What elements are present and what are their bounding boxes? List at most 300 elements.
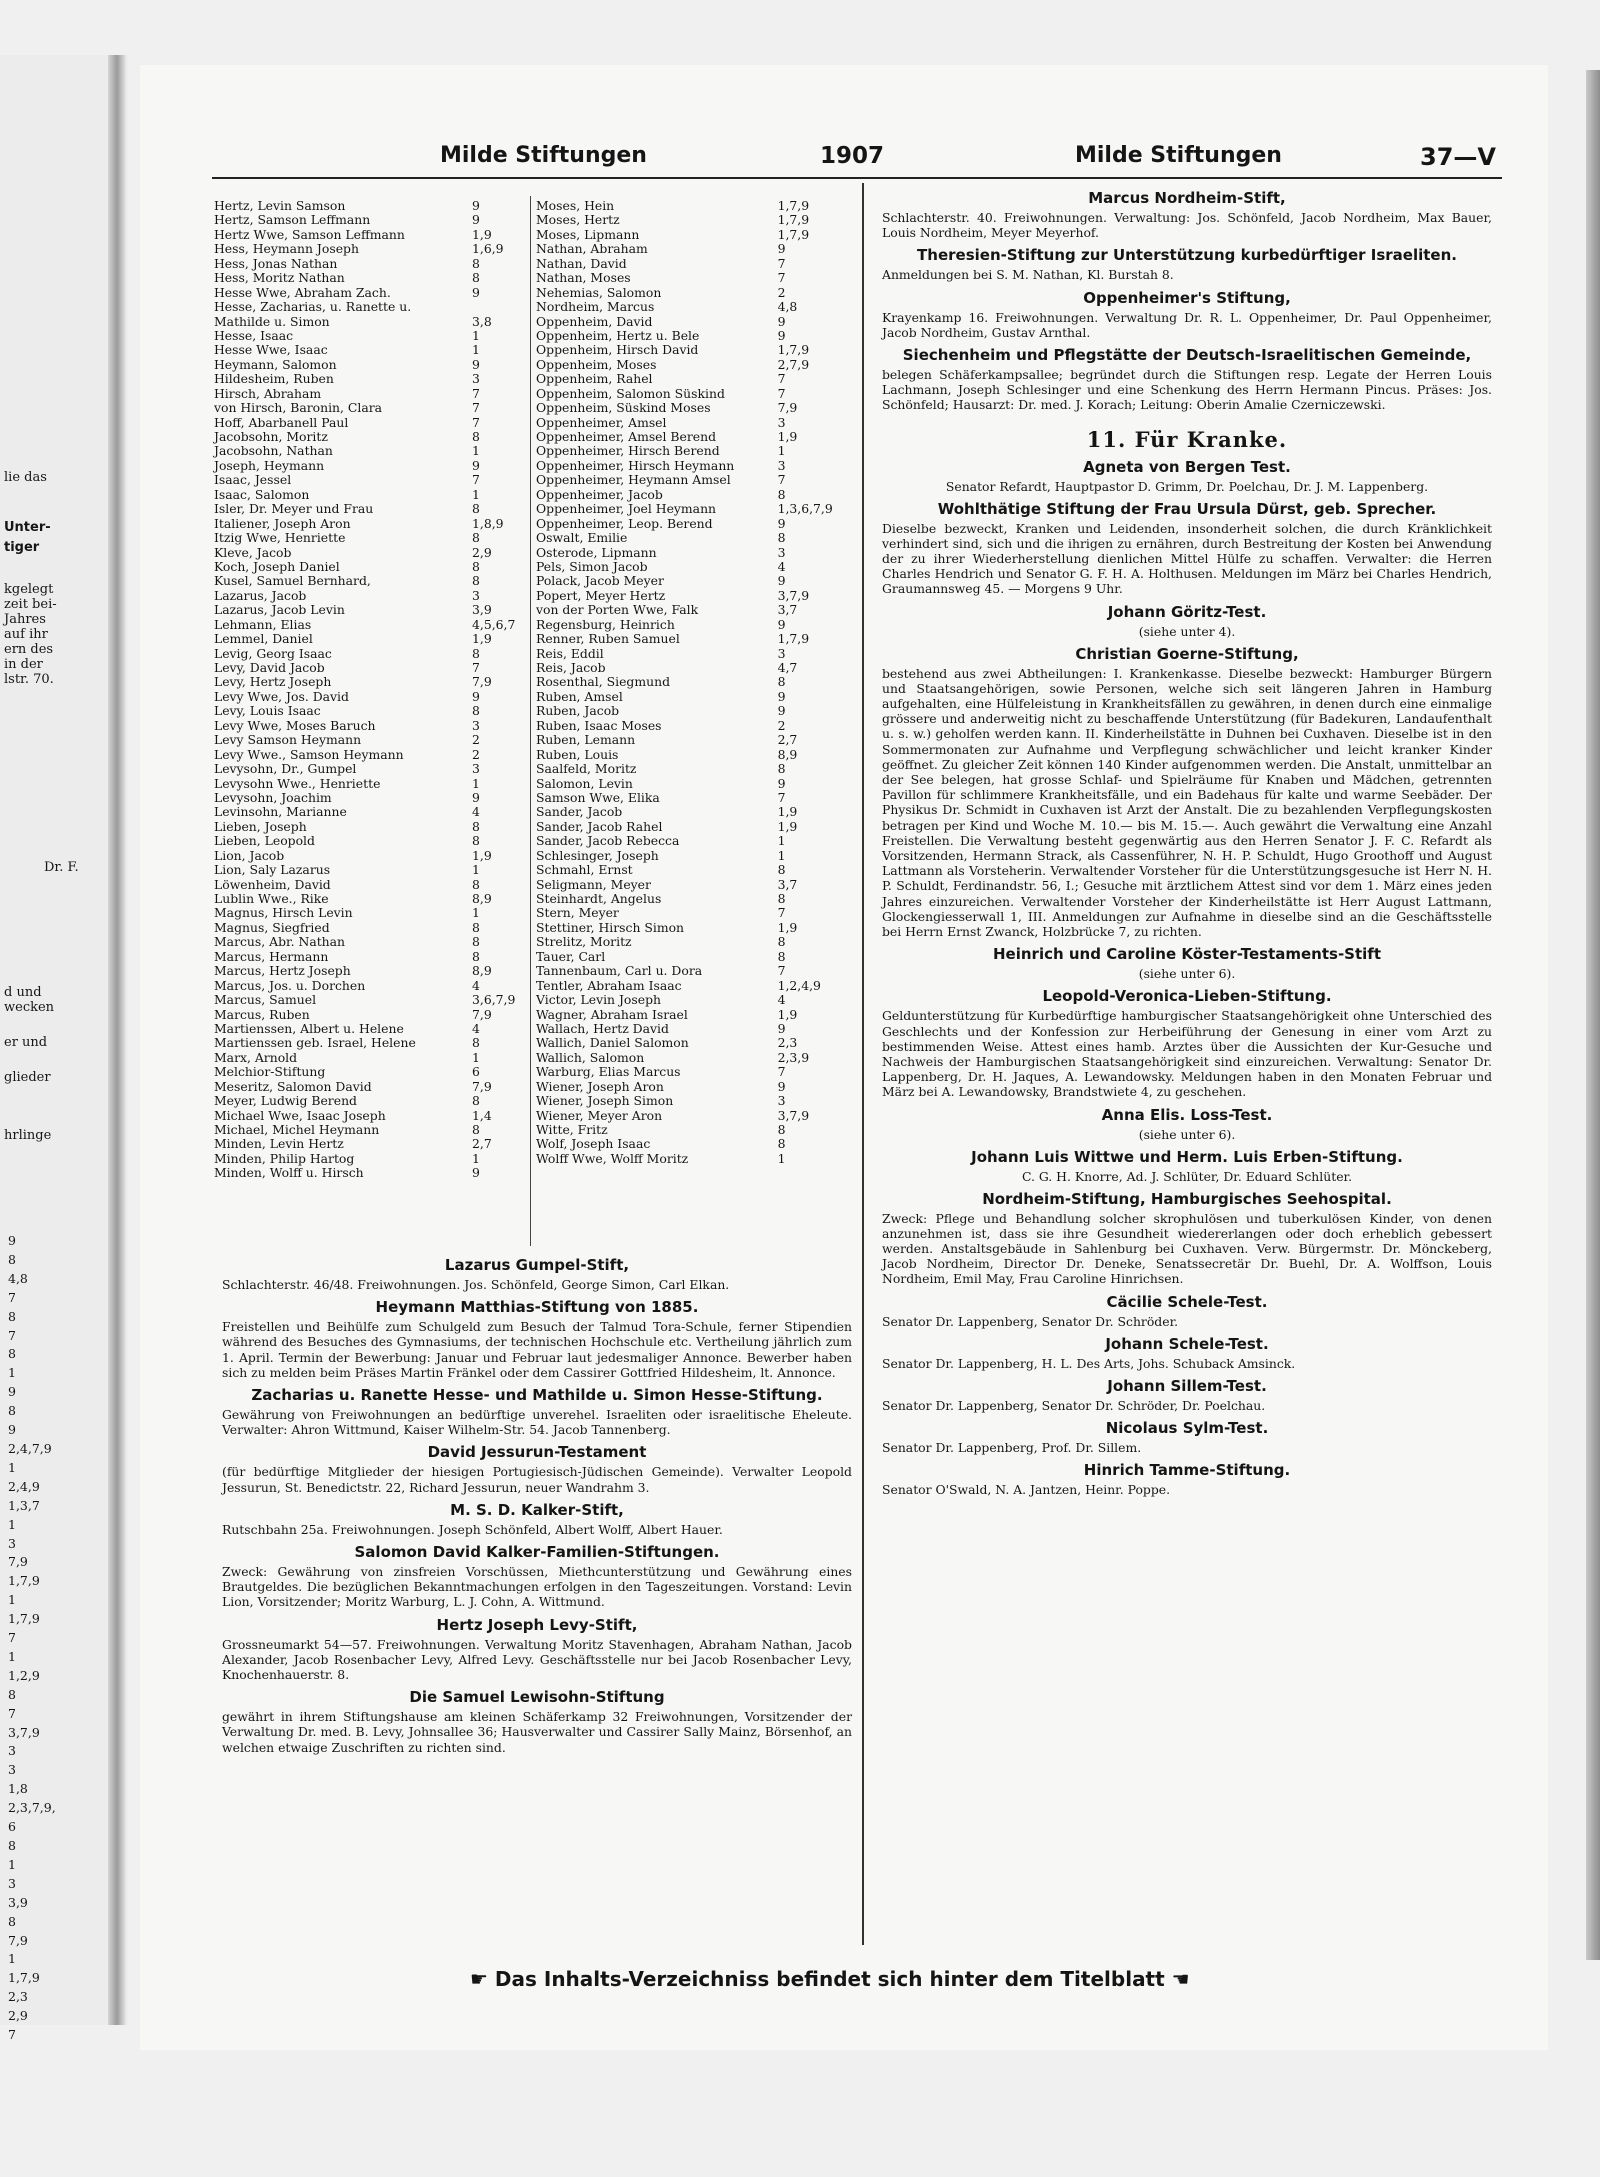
category-numbers: 1,4	[472, 1107, 492, 1123]
foundation-entry	[882, 645, 1492, 940]
foundation-entry	[882, 500, 1492, 597]
person-name: Isaac, Jessel	[214, 472, 292, 488]
list-row	[214, 647, 530, 661]
right-column	[862, 183, 1492, 1498]
list-row	[536, 777, 836, 791]
left-page-number: 7	[8, 2027, 16, 2043]
left-page-number: 8	[8, 1913, 16, 1929]
list-row	[536, 488, 836, 502]
foundation-text: bestehend aus zwei Abtheilungen: I. Krankenkasse. Dieselbe bezweckt: Hamburger Bürgern und Staatsangehörigen, sowie Personen, welche sich seit längeren Jahren in Hamburg aufgehalten, eine Hülfeleistung in Krankheitsfällen zu gewähren, in denen durch eine einmalige grössere und anderweitig nicht zu beschaffende Unterstützung (für Badekuren, Landaufenthalt u. s. w.) geholfen werden kann. II. Kinderheilstätte in Duhnen bei Cuxhaven. Dieselbe ist in den Sommermonaten zur Aufnahme und Verpflegung schwächlicher und leicht kranker Kinder geöffnet. Zu gleicher Zeit können 140 Kinder aufgenommen werden. Die Anstalt, unmittelbar an der See belegen, hat grosse Schlaf- und Spielräume für Knaben und Mädchen, getrennten Pavillon für schlimmere Krankheitsfälle, und ein Badehaus für kalte und warme Seebäder. Der Physikus Dr. Schmidt in Cuxhaven ist Arzt der Anstalt. Die zu bezahlenden Verpflegungskosten betragen per Kind und Woche M. 10.— bis M. 15.—. Auch gewährt die Verwaltung eine Anzahl Freistellen. Die Verwaltung besteht gegenwärtig aus den Herren Senator J. F. C. Refardt als Vorsitzenden, Hermann Strack, als Cassenführer, N. H. P. Schuldt, Hugo Groothoff und August Lattmann als Vorsteherin. Verwaltender Vorsteher für die Unterstützungsgesuche ist Herr N. H. P. Schuldt, Ferdinandstr. 56, I.; Gesuche mit ärztlichem Attest sind vor dem 1. März eines jeden Jahres einzureichen. Verwaltender Vorsteher der Kinderheilstätte ist Herr August Lattmann, Glockengiesserwall 1, III. Anmeldungen zur Aufnahme in dieselbe sind an die Geschäftsstelle bei Herrn Ernst Zwanck, Holzbrücke 7, zu richten.	[882, 665, 1492, 940]
person-name: Martienssen geb. Israel, Helene	[214, 1035, 416, 1051]
category-numbers: 1	[472, 1049, 480, 1065]
list-row	[214, 1152, 530, 1166]
category-numbers: 9	[472, 356, 480, 372]
person-name: Hoff, Abarbanell Paul	[214, 414, 349, 430]
person-name: Marcus, Ruben	[214, 1006, 310, 1022]
foundation-text: Rutschbahn 25a. Freiwohnungen. Joseph Schönfeld, Albert Wolff, Albert Hauer.	[222, 1521, 723, 1537]
list-row	[536, 1152, 836, 1166]
list-row	[214, 343, 530, 357]
foundation-entry	[222, 1501, 852, 1537]
category-numbers: 8	[777, 1122, 786, 1137]
foundation-title: Johann Sillem-Test.	[1107, 1376, 1267, 1395]
person-name: Polack, Jacob Meyer	[536, 573, 664, 589]
list-row	[214, 1137, 530, 1151]
person-name: Wiener, Joseph Aron	[536, 1078, 664, 1094]
person-name: Lazarus, Jacob Levin	[214, 602, 345, 618]
list-row	[536, 863, 836, 877]
person-name: Minden, Philip Hartog	[214, 1150, 355, 1166]
left-foundation-blocks	[222, 1250, 852, 1755]
person-name: Joseph, Heymann	[214, 457, 325, 473]
list-row	[536, 589, 836, 603]
category-numbers: 1	[777, 833, 786, 849]
category-numbers: 8,9	[472, 891, 492, 906]
foundation-title: Hertz Joseph Levy-Stift,	[436, 1615, 638, 1634]
list-row	[214, 849, 530, 863]
category-numbers: 7	[777, 270, 786, 286]
foundation-text: (siehe unter 6).	[1138, 966, 1236, 982]
category-numbers: 1	[472, 775, 480, 791]
category-numbers: 8,9	[472, 963, 492, 979]
list-row	[214, 199, 530, 213]
foundation-text: Zweck: Pflege und Behandlung solcher skrophulösen und tuberkulösen Kinder, von denen anzunehmen ist, dass sie ihre Gesundheit wiedererlangen oder doch erheblich gebessert werden. Anstaltsgebäude in Sahlenburg bei Cuxhaven. Verw. Bürgermstr. Dr. Mönckeberg, Jacob Nordheim, Director Dr. Deneke, Senatssecretär Dr. Buehl, Dr. A. Wolffson, Louis Nordheim, Emil May, Frau Caroline Hinrichsen.	[882, 1210, 1492, 1287]
list-row	[536, 1109, 836, 1123]
foundation-entry	[222, 1256, 852, 1292]
list-row	[214, 1008, 530, 1022]
person-name: Marcus, Jos. u. Dorchen	[214, 977, 366, 993]
list-row	[536, 993, 836, 1007]
category-numbers: 8	[777, 486, 786, 502]
category-numbers: 7	[777, 905, 786, 921]
list-row	[536, 1065, 836, 1079]
person-name: Isler, Dr. Meyer und Frau	[214, 501, 374, 517]
person-name: Mathilde u. Simon	[214, 313, 330, 329]
list-row	[536, 574, 836, 588]
left-page-fragment: er und	[4, 1035, 48, 1050]
category-numbers: 1,2,4,9	[777, 977, 821, 993]
list-row	[214, 950, 530, 964]
category-numbers: 9	[777, 327, 786, 343]
foundation-text: (für bedürftige Mitglieder der hiesigen Portugiesisch-Jüdischen Gemeinde). Verwalter Leopold Jessurun, St. Benedictstr. 22, Richard Jessurun, neuer Wandrahm 3.	[222, 1464, 852, 1495]
category-numbers: 3,6,7,9	[472, 992, 516, 1008]
name-list-column-2	[536, 199, 836, 1166]
left-page-number: 8	[8, 1838, 16, 1853]
foundation-title: Leopold-Veronica-Lieben-Stiftung.	[1042, 987, 1332, 1006]
list-row	[536, 675, 836, 689]
category-numbers: 2,7	[777, 732, 798, 748]
category-numbers: 4	[472, 804, 480, 820]
category-numbers: 9	[472, 457, 480, 473]
list-row	[214, 416, 530, 430]
category-numbers: 9	[777, 703, 786, 719]
list-row	[214, 372, 530, 386]
category-numbers: 8	[472, 876, 480, 892]
category-numbers: 4	[777, 558, 786, 574]
category-numbers: 4,8	[777, 299, 798, 315]
person-name: Stettiner, Hirsch Simon	[536, 919, 685, 935]
category-numbers: 4,7	[777, 660, 798, 675]
person-name: Oppenheimer, Amsel Berend	[536, 429, 717, 444]
foundation-title: David Jessurun-Testament	[427, 1443, 647, 1462]
list-row	[214, 762, 530, 776]
person-name: Samson Wwe, Elika	[536, 789, 660, 805]
foundation-text: Schlachterstr. 46/48. Freiwohnungen. Jos. Schönfeld, George Simon, Carl Elkan.	[222, 1277, 730, 1292]
person-name: Levysohn, Dr., Gumpel	[214, 761, 357, 777]
foundation-entry	[882, 1106, 1492, 1142]
left-page-number: 1,7,9	[8, 1970, 40, 1986]
left-page-fragment: tiger	[4, 540, 40, 555]
category-numbers: 1	[472, 1150, 480, 1166]
person-name: Ruben, Lemann	[536, 732, 636, 748]
foundation-entry	[882, 1335, 1492, 1371]
list-row	[536, 762, 836, 776]
foundation-text: Schlachterstr. 40. Freiwohnungen. Verwaltung: Jos. Schönfeld, Jacob Nordheim, Max Bauer, Louis Nordheim, Meyer Meyerhof.	[882, 210, 1492, 241]
foundation-title: Zacharias u. Ranette Hesse- und Mathilde u. Simon Hesse-Stiftung.	[251, 1386, 823, 1405]
category-numbers: 7	[472, 385, 480, 401]
list-row	[536, 459, 836, 473]
category-numbers: 1,9	[777, 818, 798, 834]
category-numbers: 2,9	[472, 544, 492, 560]
category-numbers: 1	[472, 443, 480, 459]
list-row	[214, 430, 530, 444]
person-name: Hess, Moritz Nathan	[214, 270, 345, 286]
list-row	[536, 401, 836, 415]
list-row	[536, 502, 836, 516]
list-row	[214, 589, 530, 603]
person-name: Oppenheim, Salomon Süskind	[536, 385, 725, 401]
category-numbers: 9	[777, 573, 786, 589]
category-numbers: 8	[472, 270, 480, 286]
person-name: Oppenheim, David	[536, 313, 653, 329]
left-page-fragment: kgelegt	[4, 582, 54, 597]
category-numbers: 1,9	[472, 631, 492, 647]
person-name: von der Porten Wwe, Falk	[536, 602, 699, 618]
right-foundation-blocks-top	[862, 189, 1492, 413]
category-numbers: 7	[472, 414, 480, 430]
category-numbers: 7,9	[472, 674, 492, 690]
category-numbers: 1	[777, 1150, 786, 1166]
person-name: Levy Samson Heymann	[214, 732, 362, 748]
person-name: Oppenheim, Hirsch David	[536, 342, 699, 358]
category-numbers: 1,9	[472, 847, 492, 863]
category-numbers: 8	[472, 703, 480, 719]
left-page-number: 9	[8, 1384, 16, 1400]
left-page-number: 8	[8, 1251, 16, 1267]
list-row	[536, 228, 836, 242]
list-row	[536, 950, 836, 964]
person-name: Nordheim, Marcus	[536, 299, 655, 315]
category-numbers: 8	[777, 761, 786, 777]
person-name: Hildesheim, Ruben	[214, 371, 334, 387]
left-page-fragment: in der	[4, 657, 43, 672]
category-numbers: 3	[777, 1093, 786, 1109]
list-row	[214, 704, 530, 718]
list-row	[536, 300, 836, 314]
category-numbers: 7,9	[777, 400, 798, 416]
category-numbers: 1	[472, 342, 480, 358]
foundation-text: Senator Dr. Lappenberg, Prof. Dr. Sillem.	[882, 1440, 1142, 1456]
person-name: Moses, Hein	[536, 198, 615, 213]
category-numbers: 8	[472, 1093, 480, 1109]
list-row	[214, 863, 530, 877]
person-name: Tentler, Abraham Isaac	[536, 977, 682, 993]
category-numbers: 8	[472, 1035, 480, 1051]
list-row	[214, 444, 530, 458]
category-numbers: 2,7	[472, 1136, 492, 1152]
person-name: Heymann, Salomon	[214, 356, 337, 372]
person-name: Isaac, Salomon	[214, 486, 310, 502]
list-row	[536, 329, 836, 343]
list-row	[536, 1051, 836, 1065]
foundation-title: Johann Schele-Test.	[1105, 1334, 1269, 1353]
list-row	[214, 488, 530, 502]
list-row	[536, 1036, 836, 1050]
foundation-entry	[882, 603, 1492, 639]
person-name: Ruben, Amsel	[536, 688, 623, 704]
foundation-text: Gewährung von Freiwohnungen an bedürftige unverehel. Israeliten oder israelitische Eheleute. Verwalter: Ahron Wittmund, Kaiser Wilhelm-Str. 54. Jacob Tannenberg.	[222, 1407, 852, 1438]
left-page-number: 1,3,7	[8, 1497, 40, 1513]
left-page-fragment: d und	[4, 985, 42, 1000]
person-name: Meseritz, Salomon David	[214, 1078, 372, 1094]
category-numbers: 8	[472, 558, 480, 574]
person-name: Magnus, Siegfried	[214, 919, 330, 935]
foundation-text: Dieselbe bezweckt, Kranken und Leidenden, insonderheit solchen, die durch Kränklichkeit verhindert sind, sich und die ihrigen zu ernähren, durch Bestreitung der Kosten bei Anwendung der zu ihrer Wiederherstellung dienlichen Mittel Hülfe zu schaffen. Verwalter: die Herren Charles Hendrich und Senator G. F. H. A. Holthusen. Meldungen im März bei Charles Hendrich, Graumannsweg 45. — Morgens 9 Uhr.	[882, 520, 1492, 597]
foundation-text: C. G. H. Knorre, Ad. J. Schlüter, Dr. Eduard Schlüter.	[1021, 1168, 1353, 1184]
left-page-number: 1	[8, 1951, 16, 1967]
list-row	[536, 964, 836, 978]
list-row	[536, 1137, 836, 1151]
person-name: Levy, Louis Isaac	[214, 703, 321, 719]
foundation-title: Heymann Matthias-Stiftung von 1885.	[375, 1298, 699, 1317]
list-row	[536, 286, 836, 300]
person-name: Salomon, Levin	[536, 775, 633, 791]
category-numbers: 3	[777, 414, 786, 430]
foundation-entry	[882, 1190, 1492, 1287]
list-row	[536, 430, 836, 444]
category-numbers: 8	[472, 934, 480, 950]
person-name: Tannenbaum, Carl u. Dora	[536, 963, 703, 979]
category-numbers: 3	[472, 717, 480, 733]
foundation-entry	[882, 1377, 1492, 1413]
left-page-fragment: ern des	[4, 642, 54, 657]
category-numbers: 9	[777, 616, 786, 632]
list-row	[214, 1080, 530, 1094]
list-row	[214, 719, 530, 733]
category-numbers	[472, 300, 528, 314]
person-name: Oppenheimer, Jacob	[536, 486, 663, 502]
category-numbers: 3,7	[777, 876, 798, 892]
person-name: Levysohn Wwe., Henriette	[214, 775, 381, 791]
person-name: Koch, Joseph Daniel	[214, 558, 340, 574]
person-name: Oppenheimer, Hirsch Heymann	[536, 457, 735, 473]
left-page-number: 7	[8, 1289, 16, 1305]
category-numbers: 7	[777, 789, 786, 805]
category-numbers: 4	[472, 977, 480, 993]
list-row	[536, 257, 836, 271]
person-name: Kleve, Jacob	[214, 544, 292, 560]
list-row	[536, 906, 836, 920]
list-row	[214, 1051, 530, 1065]
category-numbers: 3	[472, 371, 480, 387]
left-page-fragment: lie das	[4, 470, 47, 485]
foundation-title: Nordheim-Stiftung, Hamburgisches Seehospital.	[982, 1189, 1392, 1208]
person-name: Steinhardt, Angelus	[536, 891, 662, 906]
person-name: Hess, Jonas Nathan	[214, 255, 338, 271]
foundation-title: Heinrich und Caroline Köster-Testaments-Stift	[993, 945, 1381, 964]
left-page-number: 7,9	[8, 1932, 28, 1948]
list-row	[214, 300, 530, 314]
left-page-number: 2,4,9	[8, 1478, 40, 1494]
category-numbers: 8	[472, 645, 480, 661]
person-name: Levy, David Jacob	[214, 660, 325, 675]
person-name: Levinsohn, Marianne	[214, 804, 347, 820]
category-numbers: 3	[472, 761, 480, 777]
list-row	[214, 632, 530, 646]
person-name: Italiener, Joseph Aron	[214, 515, 351, 531]
category-numbers: 3,7	[777, 602, 798, 618]
list-row	[214, 892, 530, 906]
foundation-entry	[222, 1386, 852, 1437]
list-row	[536, 199, 836, 213]
header-rule	[212, 177, 1502, 179]
category-numbers: 3	[777, 544, 786, 560]
list-row	[536, 892, 836, 906]
list-row	[214, 459, 530, 473]
person-name: Hesse Wwe, Isaac	[214, 342, 328, 358]
list-row	[536, 849, 836, 863]
person-name: Witte, Fritz	[536, 1122, 608, 1137]
person-name: Lion, Saly Lazarus	[214, 862, 331, 878]
person-name: Levysohn, Joachim	[214, 789, 332, 805]
left-page-number: 7,9	[8, 1554, 28, 1570]
left-page-number-column	[8, 1232, 56, 2045]
foundation-entry	[882, 1148, 1492, 1184]
person-name: Wallich, Salomon	[536, 1049, 645, 1065]
person-name: Oppenheimer, Heymann Amsel	[536, 472, 731, 488]
person-name: Martienssen, Albert u. Helene	[214, 1020, 404, 1036]
person-name: Hess, Heymann Joseph	[214, 241, 359, 257]
list-row	[536, 834, 836, 848]
left-page-number: 1	[8, 1516, 16, 1532]
foundation-text: Senator Dr. Lappenberg, H. L. Des Arts, Johs. Schuback Amsinck.	[882, 1355, 1296, 1371]
left-page-fragment: wecken	[4, 1000, 55, 1015]
person-name: Lieben, Joseph	[214, 818, 307, 834]
left-page-number: 7	[8, 1327, 16, 1343]
category-numbers: 7	[777, 963, 786, 979]
person-name: Hertz, Samson Leffmann	[214, 212, 371, 228]
category-numbers: 8	[777, 530, 786, 546]
left-page-fragment: zeit bei-	[4, 597, 57, 612]
list-row	[214, 733, 530, 747]
category-numbers: 3,7,9	[777, 1107, 810, 1123]
foundation-entry	[882, 189, 1492, 240]
header-left-title: Milde Stiftungen	[440, 143, 647, 168]
left-page-number: 2,9	[8, 2008, 28, 2024]
foundation-entry	[882, 246, 1492, 282]
left-page-number: 3	[8, 1875, 16, 1891]
foundation-text: belegen Schäferkampsallee; begründet durch die Stiftungen resp. Legate der Herren Louis Lachmann, Joseph Schlesinger und eine Schenkung des Herrn Hermann Pincus. Präses: Jos. Schönfeld; Hausarzt: Dr. med. J. Korach; Leitung: Oberin Amalie Czerniczewski.	[882, 367, 1492, 413]
list-row	[536, 647, 836, 661]
left-page-number: 7	[8, 1630, 16, 1646]
category-numbers: 7	[472, 660, 480, 675]
list-row	[214, 271, 530, 285]
list-row	[536, 661, 836, 675]
person-name: Lublin Wwe., Rike	[214, 891, 329, 906]
category-numbers: 9	[777, 1020, 786, 1036]
person-name: Osterode, Lipmann	[536, 544, 657, 560]
list-row	[536, 979, 836, 993]
category-numbers: 1,3,6,7,9	[777, 501, 833, 517]
person-name: Hirsch, Abraham	[214, 385, 322, 401]
left-page-number: 1	[8, 1365, 16, 1381]
list-row	[536, 242, 836, 256]
list-row	[536, 921, 836, 935]
list-row	[214, 517, 530, 531]
list-row	[536, 878, 836, 892]
list-row	[214, 531, 530, 545]
person-name: Meyer, Ludwig Berend	[214, 1093, 357, 1109]
person-name: Oppenheim, Hertz u. Bele	[536, 327, 700, 343]
left-page-number: 1,7,9	[8, 1611, 40, 1627]
category-numbers: 9	[472, 198, 480, 213]
list-row	[536, 1022, 836, 1036]
pointing-hand-left-icon: ☛	[470, 1967, 488, 1991]
list-row	[214, 661, 530, 675]
person-name: Moses, Lipmann	[536, 226, 640, 242]
left-page-number: 6	[8, 1819, 16, 1835]
list-row	[214, 979, 530, 993]
foundation-title: Christian Goerne-Stiftung,	[1075, 644, 1299, 663]
person-name: Wolff Wwe, Wolff Moritz	[536, 1150, 689, 1166]
person-name: Saalfeld, Moritz	[536, 761, 637, 777]
person-name: Sander, Jacob Rebecca	[536, 833, 680, 849]
list-row	[536, 416, 836, 430]
foundation-entry	[222, 1443, 852, 1494]
list-row	[536, 690, 836, 704]
category-numbers: 8	[777, 1136, 786, 1152]
foundation-title: Lazarus Gumpel-Stift,	[444, 1256, 630, 1274]
person-name: Wiener, Joseph Simon	[536, 1093, 674, 1109]
person-name: Magnus, Hirsch Levin	[214, 905, 353, 921]
list-row	[536, 343, 836, 357]
person-name: Marx, Arnold	[214, 1049, 298, 1065]
foundation-title: Salomon David Kalker-Familien-Stiftungen.	[354, 1543, 720, 1562]
category-numbers: 8	[472, 501, 480, 517]
list-row	[214, 1094, 530, 1108]
left-page-number: 3,9	[8, 1894, 28, 1910]
pointing-hand-right-icon: ☚	[1171, 1967, 1190, 1991]
category-numbers: 8	[472, 948, 480, 964]
person-name: Lehmann, Elias	[214, 616, 312, 632]
list-row	[536, 618, 836, 632]
person-name: Wallach, Hertz David	[536, 1020, 669, 1036]
person-name: Reis, Jacob	[536, 660, 606, 675]
category-numbers: 2	[472, 732, 480, 748]
left-page-number: 8	[8, 1346, 16, 1362]
section-heading: 11. Für Kranke.	[1086, 426, 1288, 452]
list-row	[536, 820, 836, 834]
list-row	[536, 719, 836, 733]
category-numbers: 3	[777, 645, 786, 661]
foundation-entry	[882, 1293, 1492, 1329]
person-name: Löwenheim, David	[214, 876, 331, 892]
list-row	[214, 574, 530, 588]
list-row	[536, 517, 836, 531]
list-row	[214, 834, 530, 848]
person-name: Oppenheimer, Hirsch Berend	[536, 443, 720, 459]
category-numbers: 2,3,9	[777, 1049, 810, 1065]
header-page-number: 37—V	[1420, 143, 1496, 171]
